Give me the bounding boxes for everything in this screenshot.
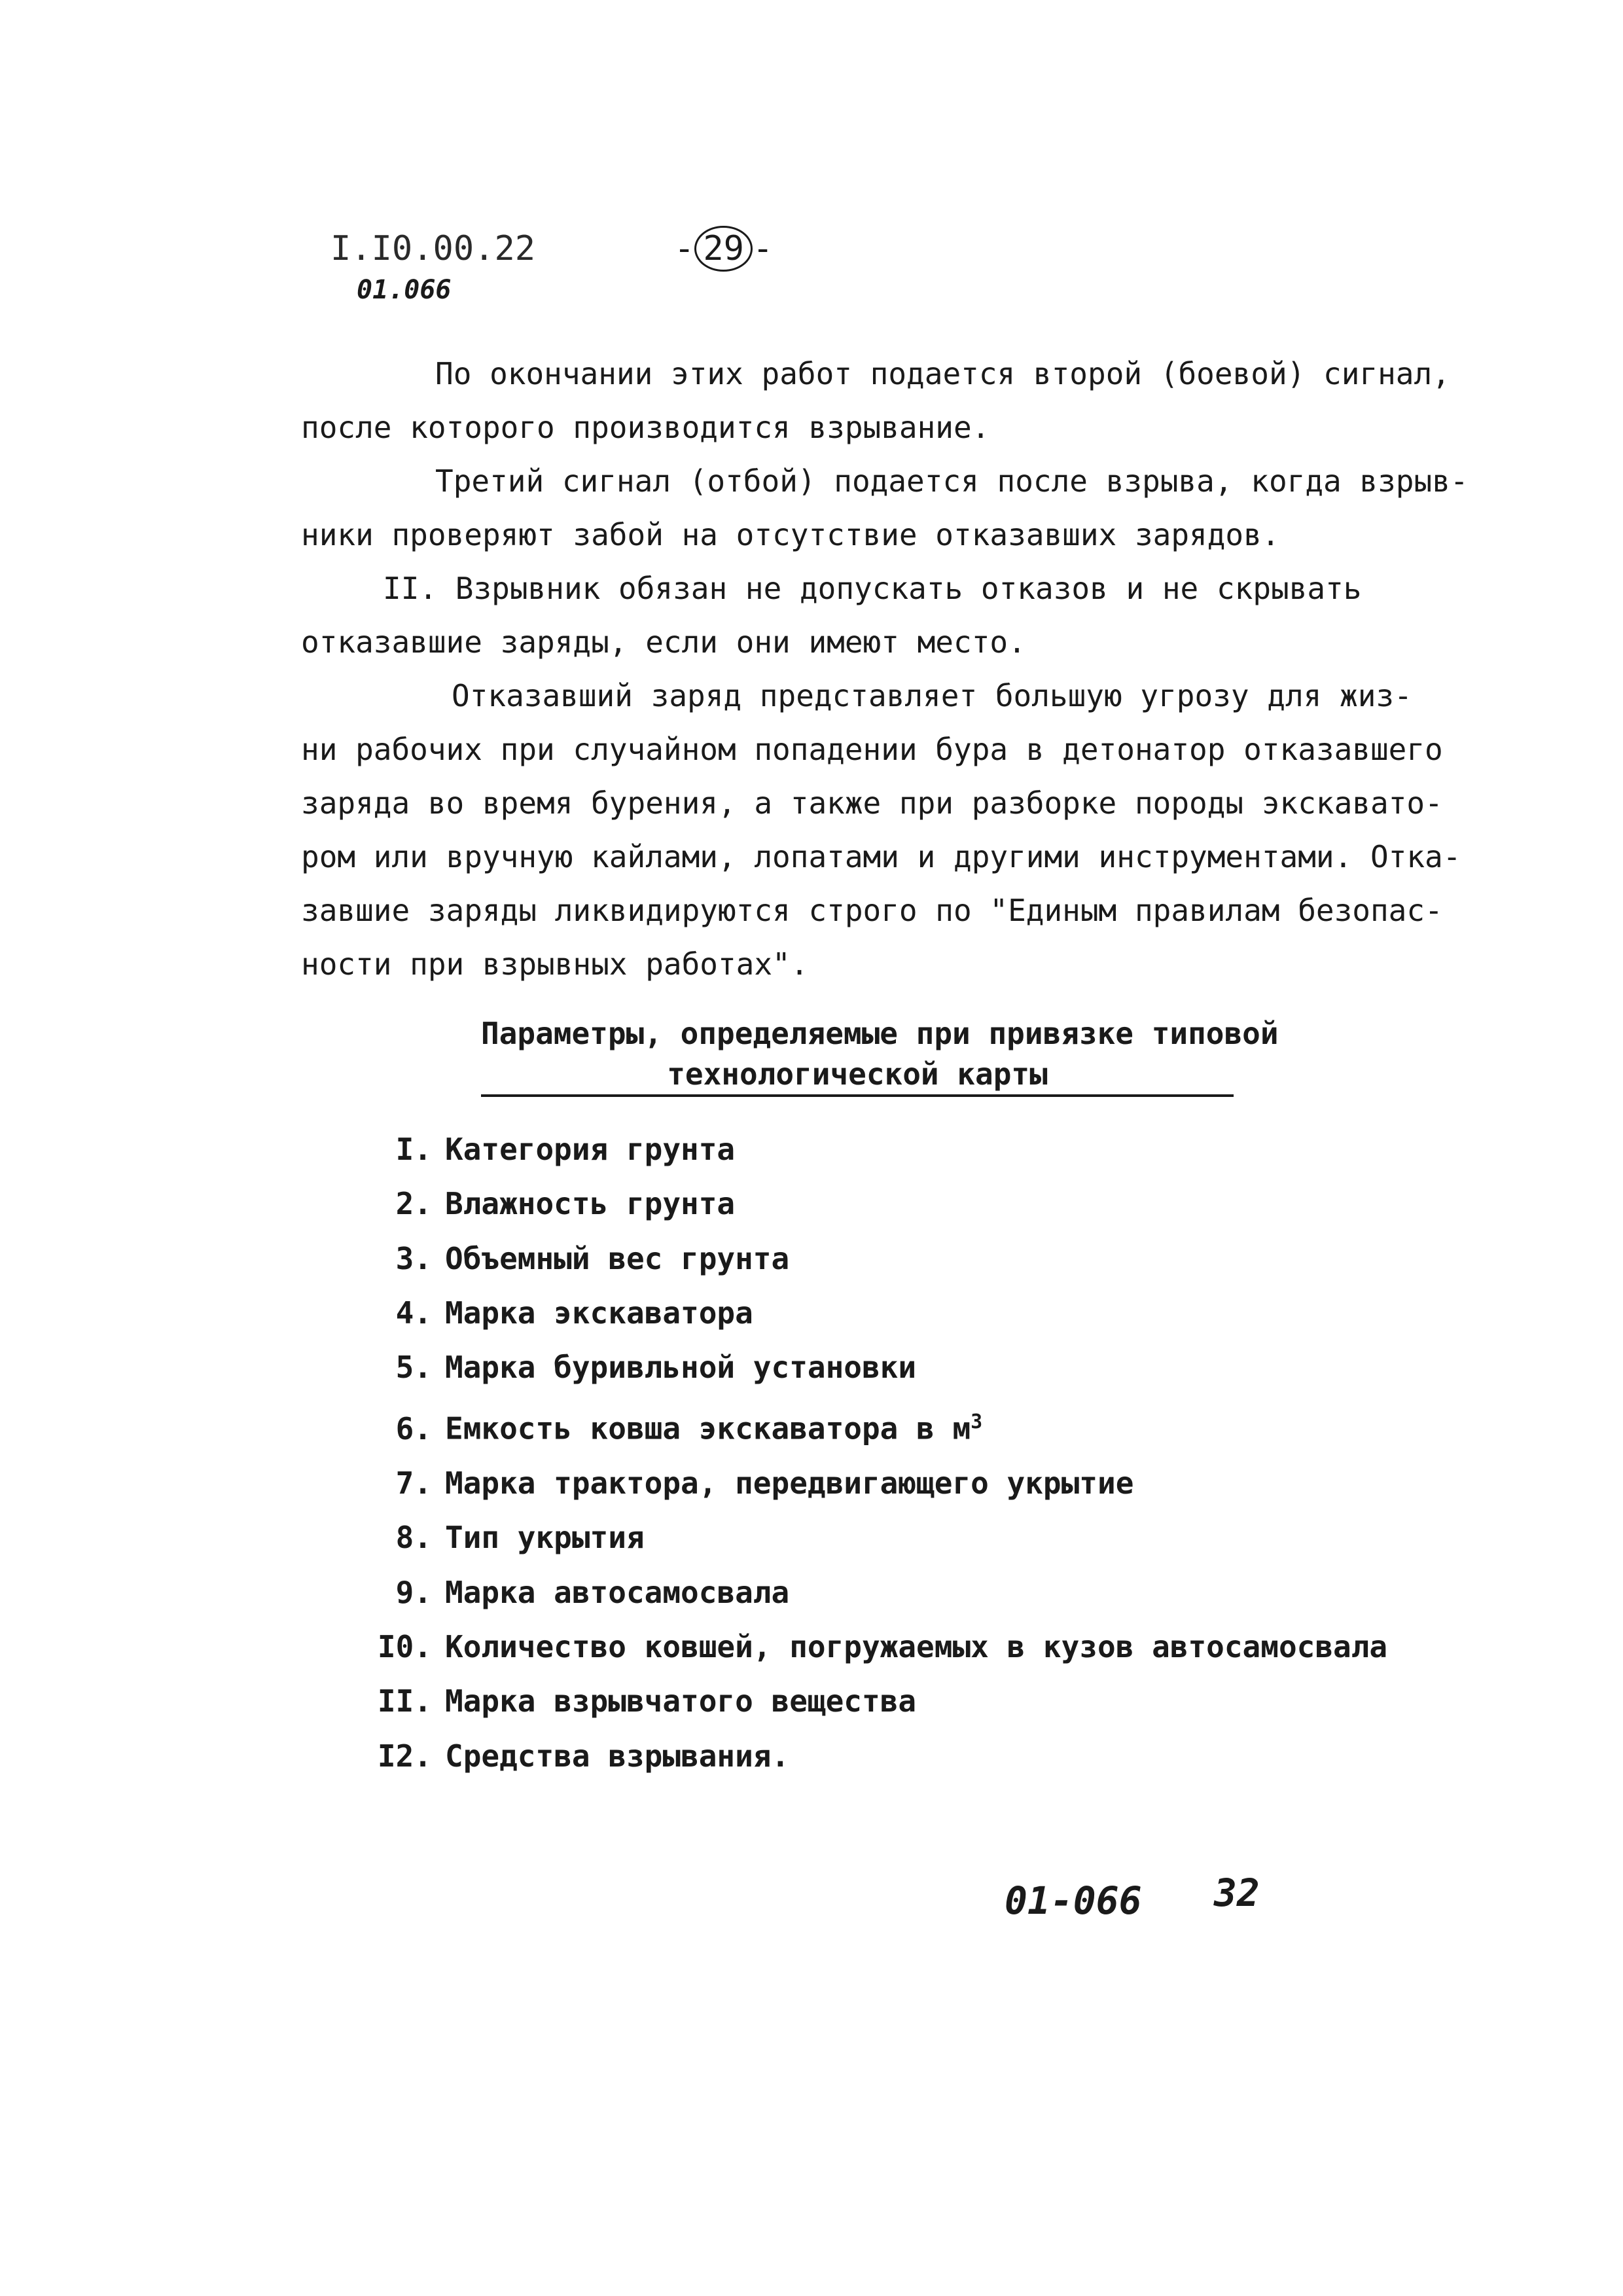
list-item bbox=[373, 1232, 1387, 1286]
list-item-text: Марка взрывчатого вещества bbox=[445, 1683, 917, 1719]
list-item bbox=[373, 1286, 1387, 1340]
paragraph-4-line-4: ром или вручную кайлами, лопатами и другими инструментами. Отка- bbox=[301, 839, 1461, 874]
document-code: I.I0.00.22 bbox=[330, 229, 536, 268]
list-item-number: II. bbox=[377, 1683, 432, 1719]
list-item-text: Тип укрытия bbox=[445, 1520, 645, 1556]
paragraph-4-line-5: завшие заряды ликвидируются строго по "Единым правилам безопас- bbox=[301, 893, 1443, 928]
list-item-number: 5. bbox=[395, 1350, 432, 1386]
list-item-number: I. bbox=[395, 1132, 432, 1167]
paragraph-2-line-2: ники проверяют забой на отсутствие отказавших зарядов. bbox=[301, 517, 1280, 552]
list-item-text: Средства взрывания. bbox=[445, 1738, 790, 1774]
list-item-text: Емкость ковша экскаватора в м bbox=[445, 1410, 971, 1446]
parameters-heading bbox=[481, 1013, 1279, 1097]
list-item bbox=[373, 1340, 1387, 1395]
page-number-circle: 29 bbox=[694, 226, 753, 272]
parameters-heading-line-1: Параметры, определяемые при привязке типовой bbox=[481, 1016, 1279, 1051]
page-number: - 29 - bbox=[674, 226, 773, 272]
list-item-number: I2. bbox=[377, 1738, 432, 1774]
list-item bbox=[373, 1729, 1387, 1784]
list-item bbox=[373, 1456, 1387, 1511]
paragraph-4-line-2: ни рабочих при случайном попадении бура в детонатор отказавшего bbox=[301, 732, 1443, 767]
list-item-number: 6. bbox=[395, 1410, 432, 1446]
paragraph-4-line-3: заряда во время бурения, а также при разборке породы экскавато- bbox=[301, 785, 1443, 821]
paragraph-3-line-2: отказавшие заряды, если они имеют место. bbox=[301, 624, 1026, 660]
list-item bbox=[373, 1511, 1387, 1565]
list-item bbox=[373, 1620, 1387, 1674]
paragraph-1-line-1: По окончании этих работ подается второй (боевой) сигнал, bbox=[435, 356, 1450, 391]
list-item-number: 3. bbox=[395, 1240, 432, 1276]
list-item-number: 7. bbox=[395, 1465, 432, 1501]
paragraph-2-line-1: Третий сигнал (отбой) подается после взрыва, когда взрыв- bbox=[435, 463, 1469, 499]
list-item-number: 9. bbox=[395, 1574, 432, 1610]
list-item bbox=[373, 1122, 1387, 1177]
list-item-text: Количество ковшей, погружаемых в кузов автосамосвала bbox=[445, 1629, 1388, 1664]
list-item-text: Категория грунта bbox=[445, 1132, 736, 1167]
list-item-number: I0. bbox=[377, 1629, 432, 1664]
parameters-heading-line-2: технологической карты bbox=[481, 1054, 1234, 1097]
document-subcode: 01.066 bbox=[357, 275, 452, 305]
list-item bbox=[373, 1177, 1387, 1231]
list-item-superscript: 3 bbox=[971, 1410, 983, 1434]
list-item-text: Влажность грунта bbox=[445, 1186, 736, 1222]
list-item-number: 4. bbox=[395, 1295, 432, 1331]
paragraph-3-line-1: II. Взрывник обязан не допускать отказов и не скрывать bbox=[383, 571, 1362, 606]
footer-document-code: 01-066 bbox=[1005, 1878, 1142, 1923]
list-item-text: Марка автосамосвала bbox=[445, 1574, 790, 1610]
paragraph-4-line-6: ности при взрывных работах". bbox=[301, 946, 809, 982]
paragraph-4-line-1: Отказавший заряд представляет большую угрозу для жиз- bbox=[452, 678, 1412, 713]
list-item-number: 2. bbox=[395, 1186, 432, 1222]
list-item bbox=[373, 1395, 1387, 1456]
list-item-text: Объемный вес грунта bbox=[445, 1240, 790, 1276]
footer-page-number: 32 bbox=[1214, 1871, 1260, 1915]
list-item-text: Марка трактора, передвигающего укрытие bbox=[445, 1465, 1134, 1501]
parameters-list bbox=[373, 1122, 1387, 1784]
list-item-text: Марка буривльной установки bbox=[445, 1350, 917, 1386]
list-item bbox=[373, 1674, 1387, 1729]
list-item-text: Марка экскаватора bbox=[445, 1295, 753, 1331]
list-item-number: 8. bbox=[395, 1520, 432, 1556]
list-item bbox=[373, 1566, 1387, 1620]
paragraph-1-line-2: после которого производится взрывание. bbox=[301, 410, 990, 445]
